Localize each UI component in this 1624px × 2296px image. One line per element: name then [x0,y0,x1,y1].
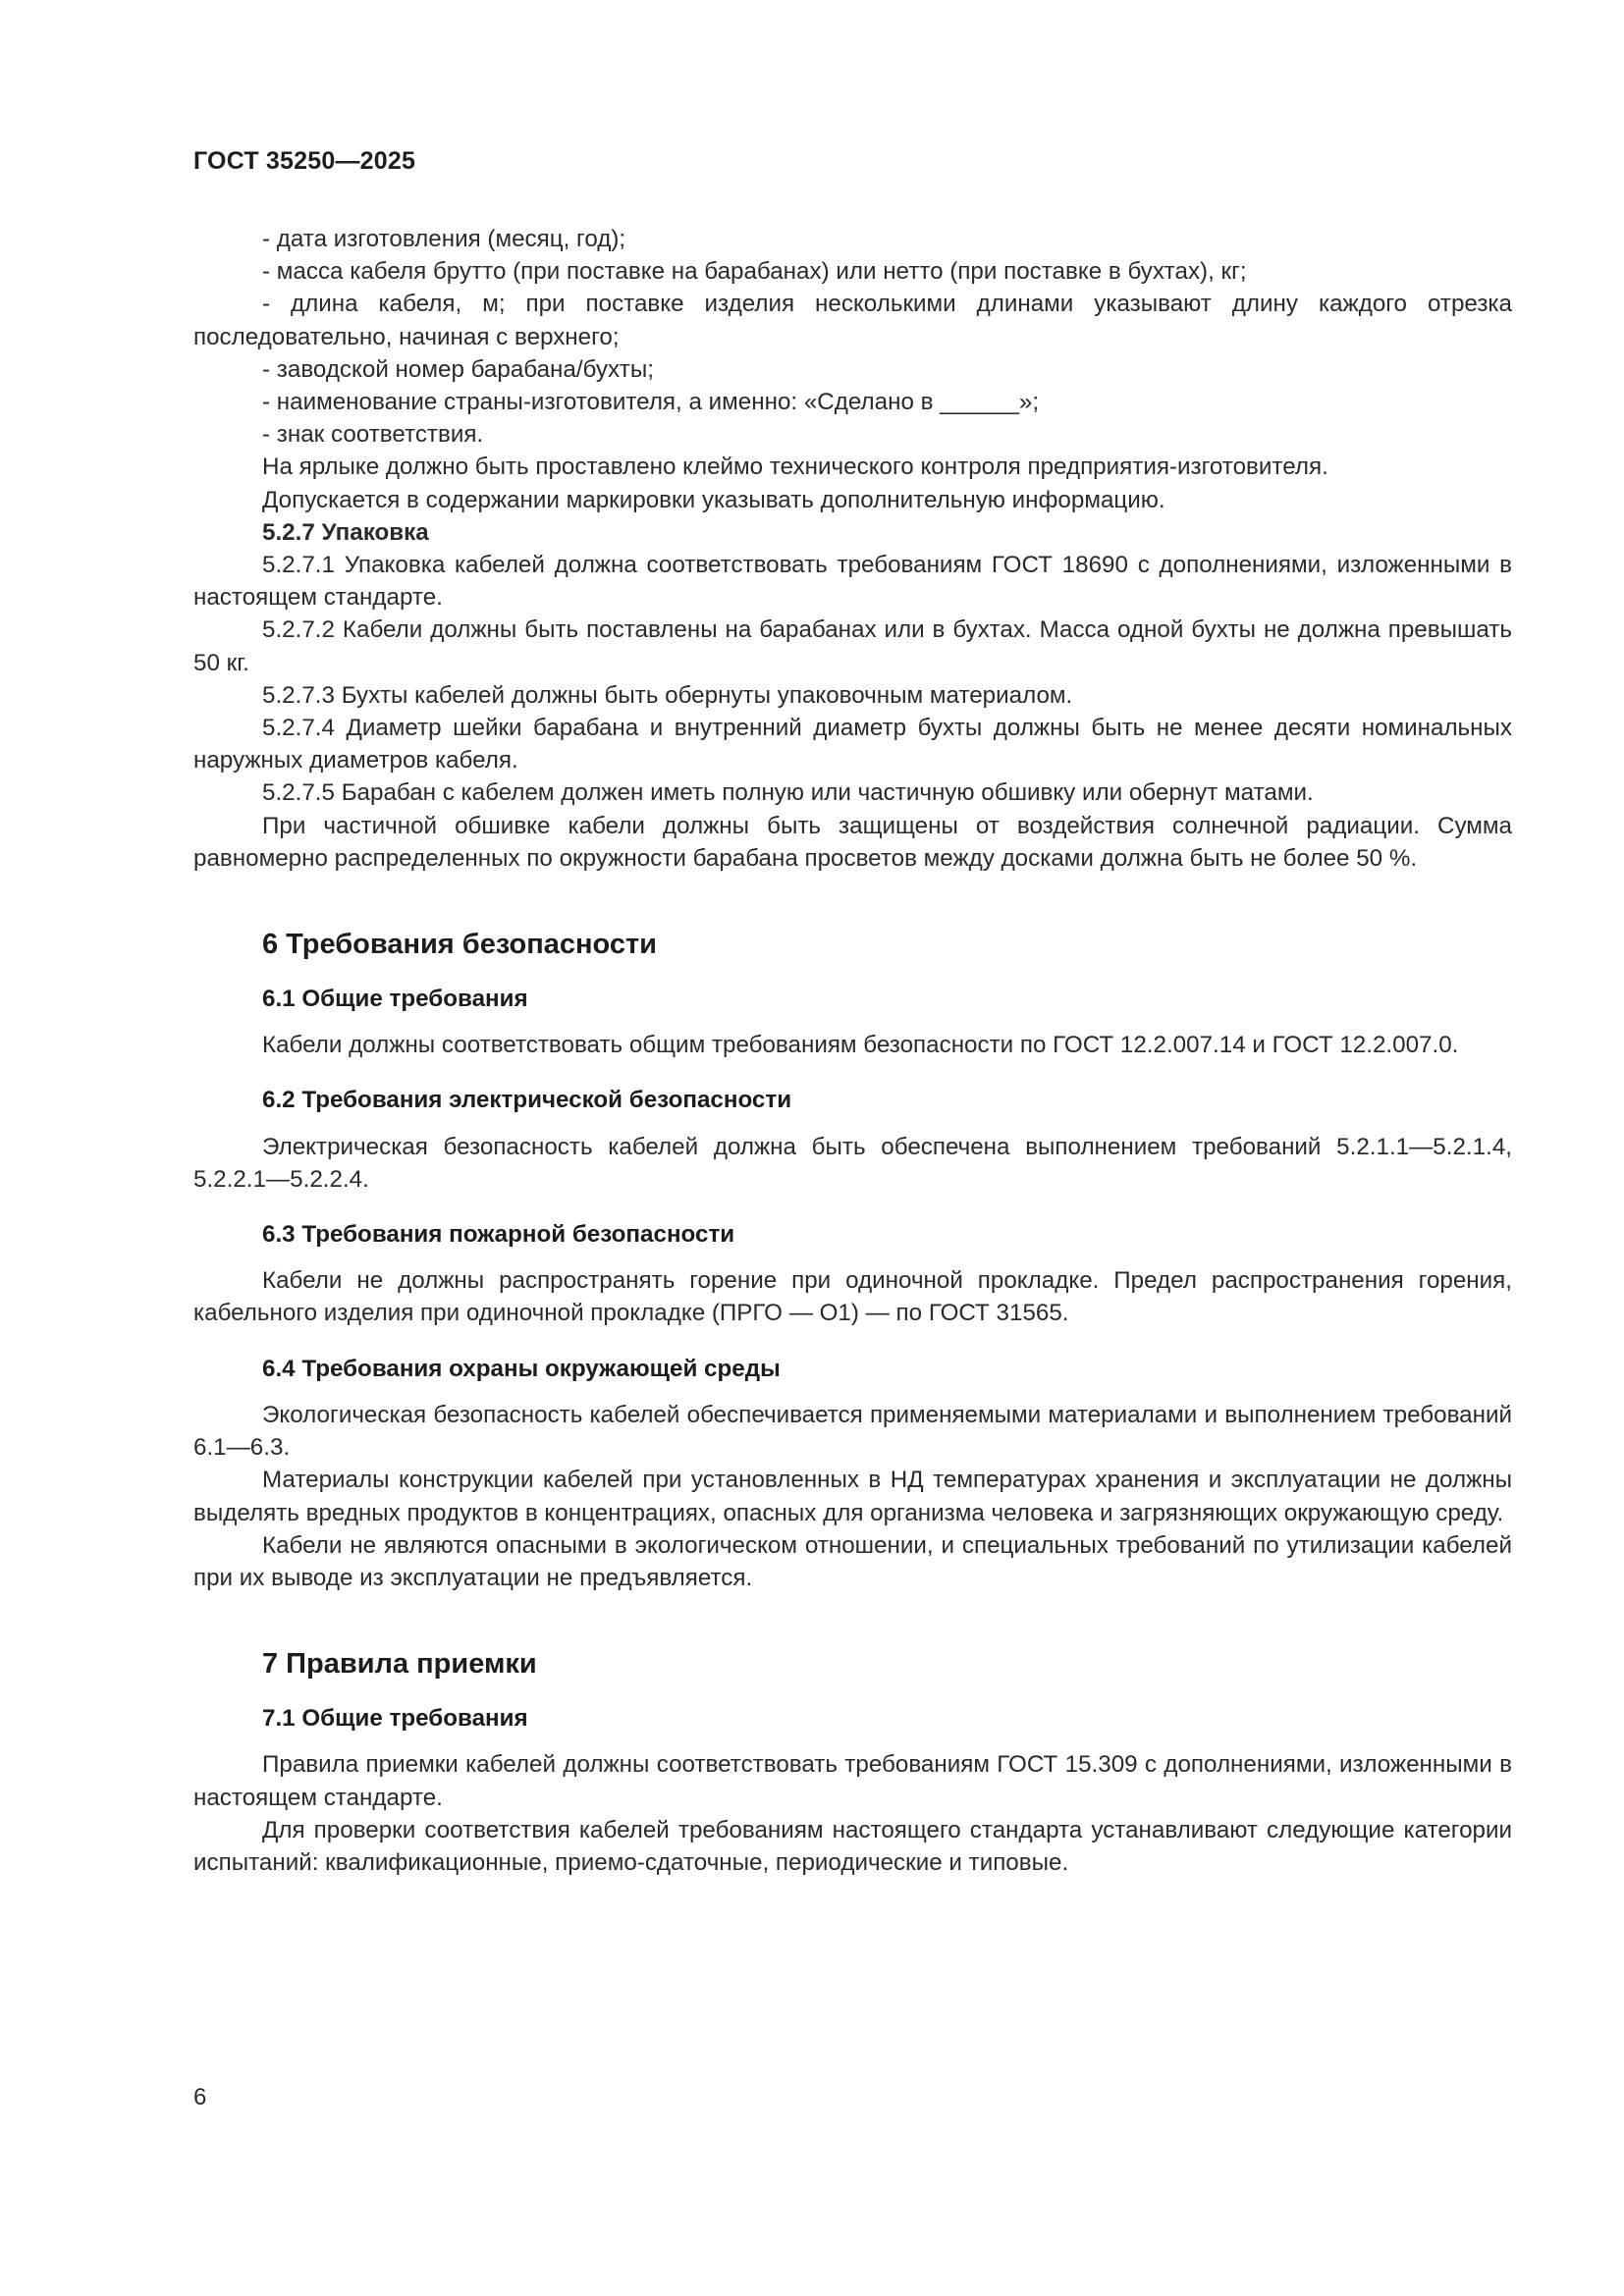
paragraph: 5.2.7.4 Диаметр шейки барабана и внутренний диаметр бухты должны быть не менее десяти номинальных наружных диаметров кабеля. [193,715,1512,774]
paragraph: Кабели не являются опасными в экологическом отношении, и специальных требований по утилизации кабелей при их выводе из эксплуатации не предъявляется. [193,1531,1512,1591]
list-item: - заводской номер барабана/бухты; [262,355,654,383]
list-item: - знак соответствия. [262,421,484,449]
paragraph: Для проверки соответствия кабелей требованиям настоящего стандарта устанавливают следующие категории испытаний: квалификационные, приемо-сдаточные, периодические и типовые. [193,1816,1512,1876]
subsection-heading-6-1: 6.1 Общие требования [262,986,528,1013]
paragraph: На ярлыке должно быть проставлено клеймо технического контроля предприятия-изготовителя. [262,454,1328,481]
list-item: - дата изготовления (месяц, год); [262,226,626,252]
paragraph: 5.2.7.3 Бухты кабелей должны быть обернуты упаковочным материалом. [262,681,1073,709]
subsection-heading-6-3: 6.3 Требования пожарной безопасности [262,1221,735,1249]
section-heading-6: 6 Требования безопасности [262,929,658,961]
paragraph: 5.2.7.1 Упаковка кабелей должна соответствовать требованиям ГОСТ 18690 с дополнениями, изложенными в настоящем стандарте. [193,552,1512,612]
subsection-heading-6-4: 6.4 Требования охраны окружающей среды [262,1355,781,1382]
running-header: ГОСТ 35250—2025 [193,147,416,175]
paragraph: Правила приемки кабелей должны соответствовать требованиям ГОСТ 15.309 с дополнениями, изложенными в настоящем стандарте. [193,1751,1512,1811]
list-item: - длина кабеля, м; при поставке изделия несколькими длинами указывают длину каждого отрезка последовательно, начиная с верхнего; [193,291,1512,350]
paragraph: Материалы конструкции кабелей при установленных в НД температурах хранения и эксплуатации не должны выделять вредных продуктов в концентрациях, опасных для организма человека и загрязняющих окружающую среду. [193,1467,1512,1526]
paragraph: Электрическая безопасность кабелей должна быть обеспечена выполнением требований 5.2.1.1—5.2.1.4, 5.2.2.1—5.2.2.4. [193,1133,1512,1193]
paragraph: Кабели должны соответствовать общим требованиям безопасности по ГОСТ 12.2.007.14 и ГОСТ 12.2.007.0. [262,1032,1459,1059]
section-heading-7: 7 Правила приемки [262,1648,537,1681]
page-number: 6 [193,2084,207,2110]
paragraph: Экологическая безопасность кабелей обеспечивается применяемыми материалами и выполнением требований 6.1—6.3. [193,1401,1512,1462]
subsection-heading-7-1: 7.1 Общие требования [262,1705,528,1733]
list-item: - масса кабеля брутто (при поставке на барабанах) или нетто (при поставке в бухтах), кг; [262,258,1247,286]
clause-heading-5-2-7: 5.2.7 Упаковка [262,518,429,546]
subsection-heading-6-2: 6.2 Требования электрической безопасности [262,1087,792,1114]
paragraph: Допускается в содержании маркировки указывать дополнительную информацию. [262,486,1165,513]
paragraph: 5.2.7.5 Барабан с кабелем должен иметь полную или частичную обшивку или обернут матами. [262,779,1314,807]
paragraph: 5.2.7.2 Кабели должны быть поставлены на барабанах или в бухтах. Масса одной бухты не должна превышать 50 кг. [193,616,1512,676]
page-content [193,223,1512,1879]
list-item: - наименование страны-изготовителя, а именно: «Сделано в ______»; [262,389,1040,416]
paragraph: При частичной обшивке кабели должны быть защищены от воздействия солнечной радиации. Сумма равномерно распределенных по окружности барабана просветов между досками должна быть не более 50 %. [193,812,1512,872]
paragraph: Кабели не должны распространять горение при одиночной прокладке. Предел распространения горения, кабельного изделия при одиночной прокладке (ПРГО — О1) — по ГОСТ 31565. [193,1267,1512,1327]
